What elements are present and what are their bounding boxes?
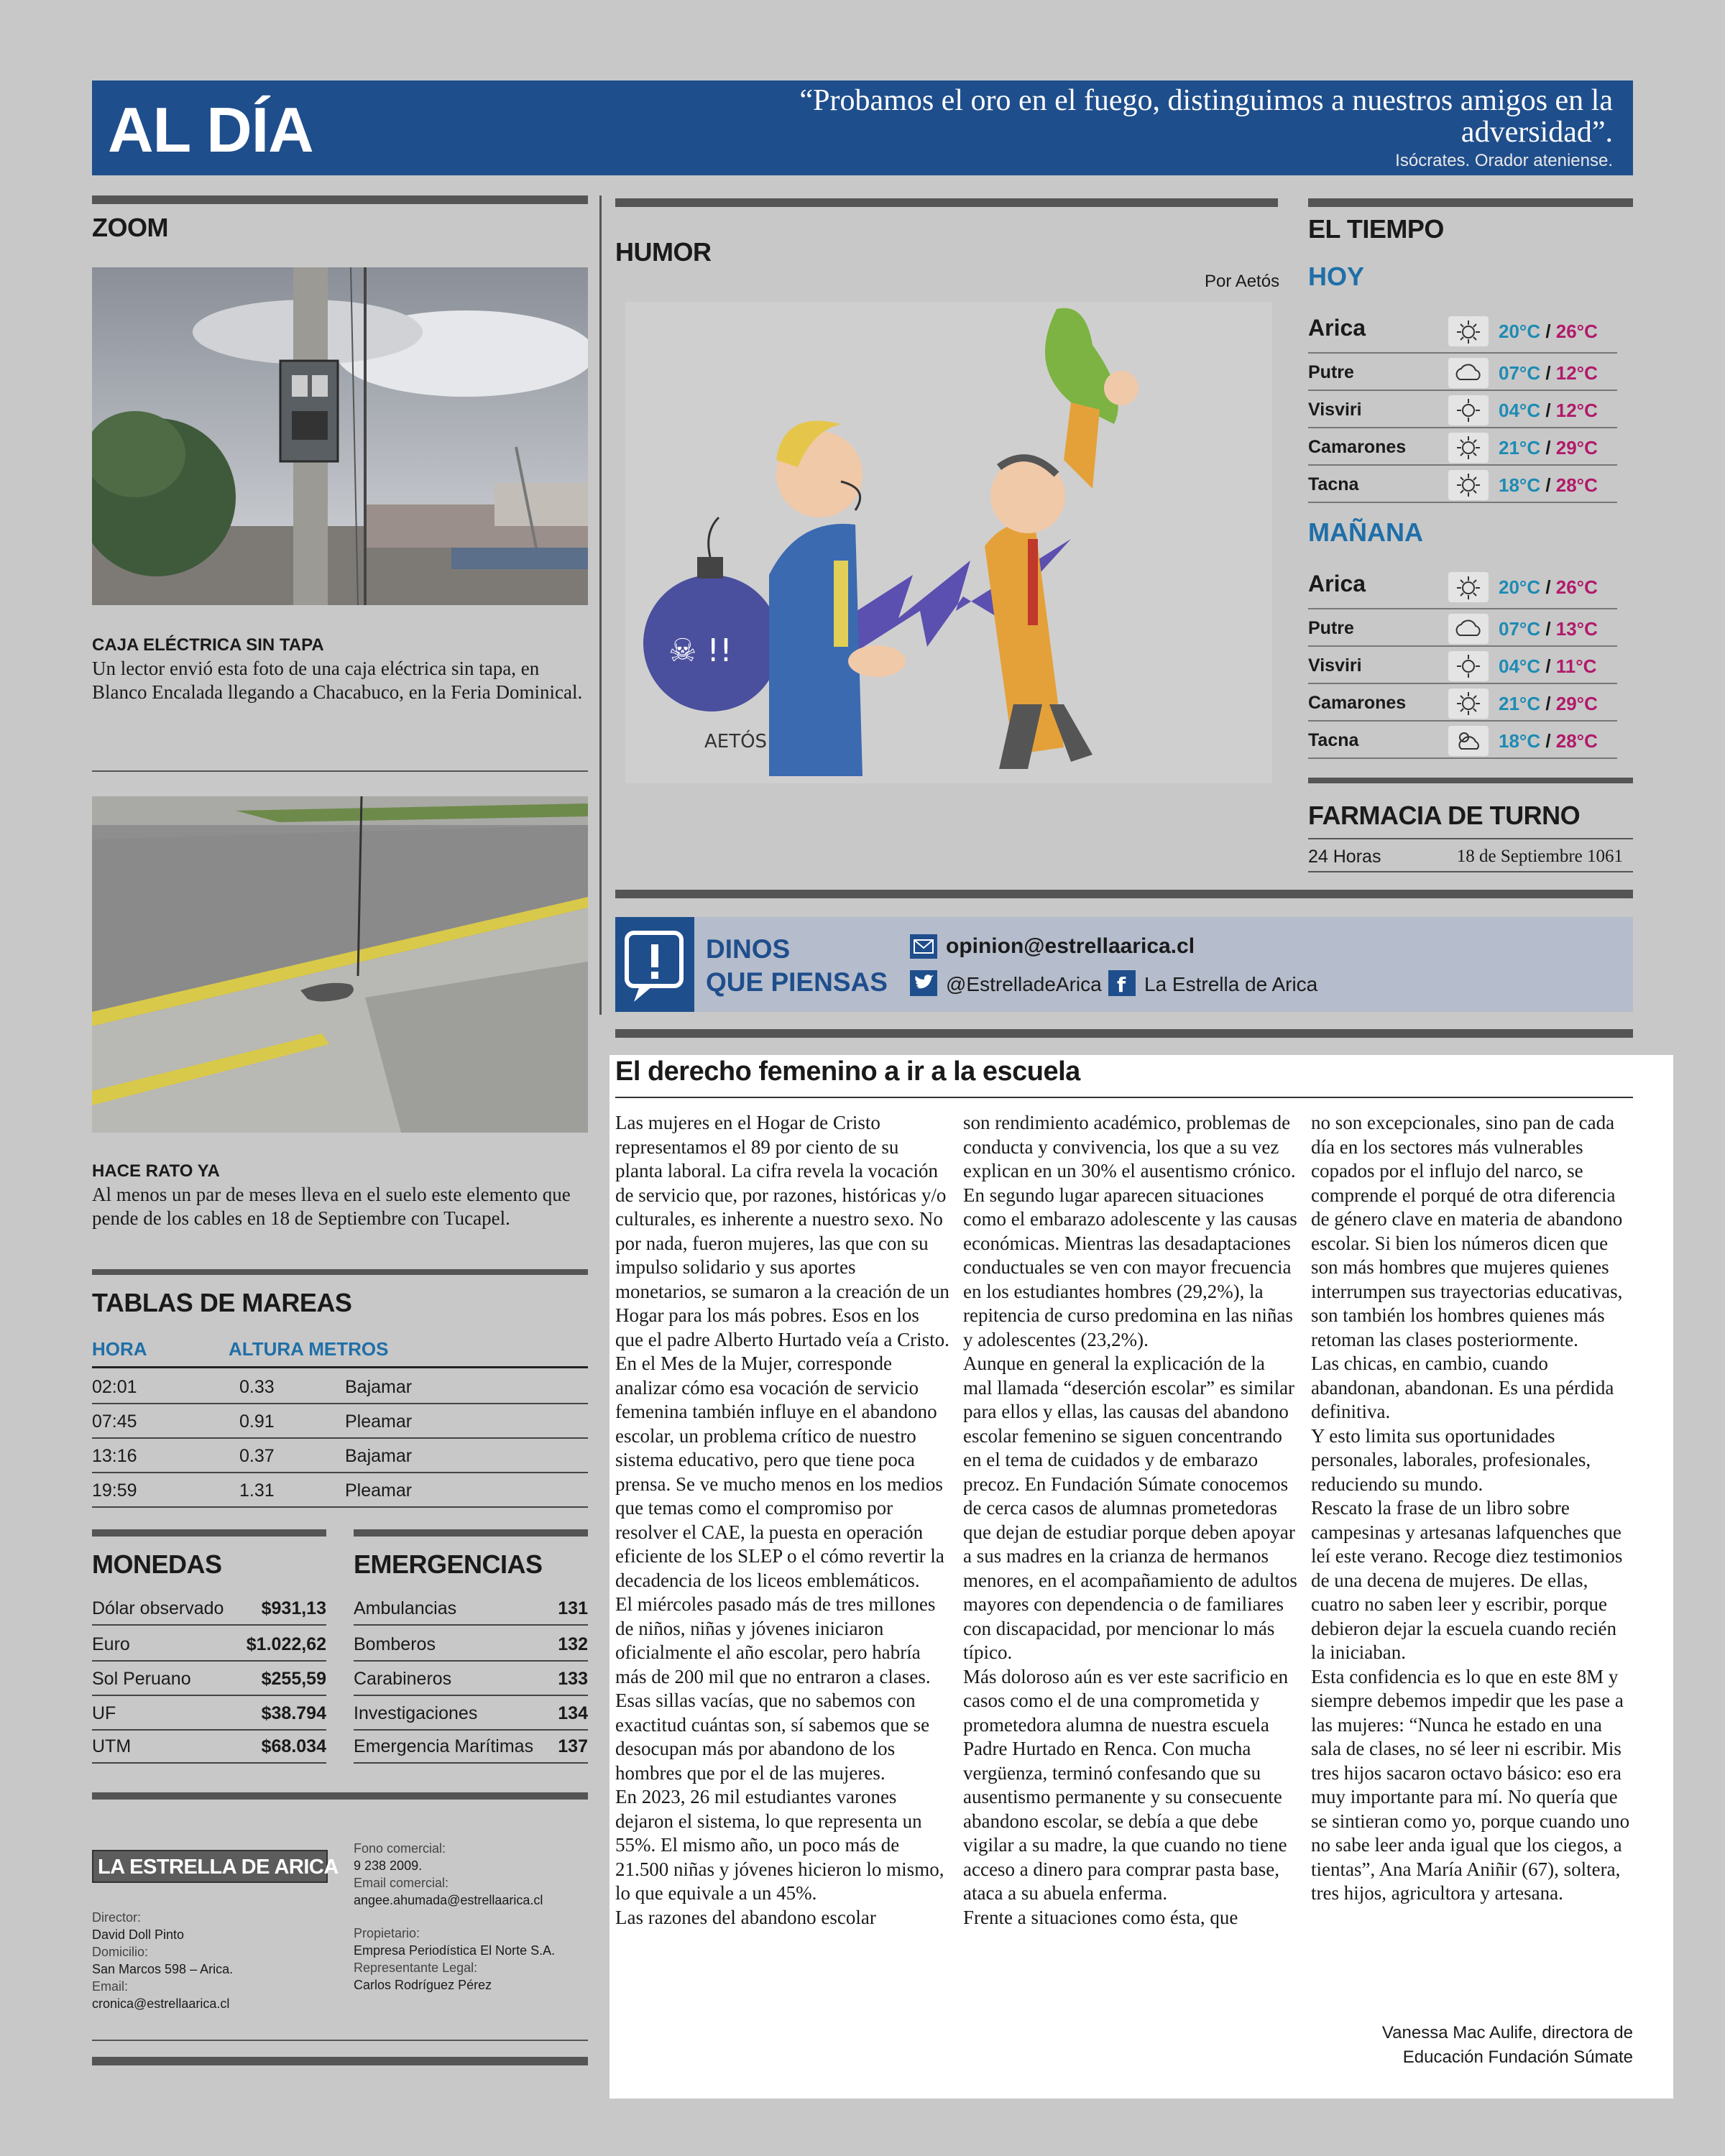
owner: Empresa Periodística El Norte S.A. bbox=[354, 1943, 556, 1958]
pharmacy-address: 18 de Septiembre 1061 bbox=[1456, 847, 1623, 866]
emergency-number: 137 bbox=[558, 1736, 588, 1756]
divider bbox=[92, 195, 588, 204]
article-paragraph: Más doloroso aún es ver este sacrificio en casos como el de una comprometida y prometedora alumna de nuestra escuela Padre Hurtado en Renca. Con mucha vergüenza, terminó confesando que su ausentismo permanente y su consecuente abandono escolar, se debía a que debe vigilar a su madre, la que cuando no tiene acceso a dinero para comprar pasta base, ataca a su abuela enferma. bbox=[963, 1665, 1289, 1904]
opinion-twitter[interactable]: @EstrelladeArica bbox=[946, 973, 1102, 995]
photo-electric-box bbox=[92, 267, 588, 605]
temp-min: 21°C bbox=[1499, 437, 1541, 459]
city-name: Putre bbox=[1308, 618, 1354, 638]
emergency-name: Ambulancias bbox=[354, 1598, 457, 1618]
cartoon-signature: AETÓS bbox=[704, 731, 768, 752]
photo1-caption-title: CAJA ELÉCTRICA SIN TAPA bbox=[92, 635, 324, 655]
sun-icon bbox=[1448, 688, 1489, 719]
legal-rep: Carlos Rodríguez Pérez bbox=[354, 1978, 492, 1992]
pharmacy-row bbox=[1308, 838, 1633, 872]
temp-min: 21°C bbox=[1499, 693, 1541, 714]
currency-value: $255,59 bbox=[261, 1669, 326, 1689]
weather-row: Camarones 21°C / 29°C bbox=[1308, 430, 1617, 466]
svg-text:f: f bbox=[1117, 973, 1126, 996]
temp-min: 20°C bbox=[1499, 321, 1541, 342]
emergency-number: 131 bbox=[558, 1598, 588, 1618]
temp-min: 07°C bbox=[1499, 618, 1541, 640]
emergency-row bbox=[354, 1627, 588, 1662]
photo-fallen-cable bbox=[92, 796, 588, 1133]
tide-height: 0.91 bbox=[239, 1411, 275, 1432]
emergency-name: Bomberos bbox=[354, 1634, 436, 1654]
currency-row bbox=[92, 1662, 326, 1696]
sun-cloud-icon bbox=[1448, 316, 1489, 346]
currency-row bbox=[92, 1729, 326, 1764]
temp-max: 28°C bbox=[1555, 730, 1598, 752]
temp-max: 12°C bbox=[1555, 400, 1598, 421]
opinion-heading bbox=[706, 933, 888, 999]
tides-header bbox=[92, 1337, 588, 1368]
tide-row bbox=[92, 1473, 588, 1508]
weather-row: Tacna 18°C / 28°C bbox=[1308, 467, 1617, 503]
opinion-email[interactable]: opinion@estrellaarica.cl bbox=[946, 934, 1195, 958]
emergency-name: Emergencia Marítimas bbox=[354, 1736, 534, 1756]
currency-name: UTM bbox=[92, 1736, 132, 1756]
sun-icon bbox=[1448, 433, 1489, 463]
cloud-sun-icon bbox=[1448, 726, 1489, 756]
tides-col-hora: HORA bbox=[92, 1338, 147, 1360]
weather-today-table bbox=[1308, 308, 1617, 494]
currency-row bbox=[92, 1696, 326, 1731]
tide-row bbox=[92, 1404, 588, 1439]
tides-col-altura: ALTURA METROS bbox=[229, 1338, 389, 1360]
city-name: Putre bbox=[1308, 362, 1354, 382]
opinion-heading-line2: QUE PIENSAS bbox=[706, 967, 888, 997]
cloud-sun-icon bbox=[1448, 614, 1489, 644]
phone-label: Fono comercial: bbox=[354, 1841, 446, 1856]
article-column-2 bbox=[963, 1111, 1297, 1930]
sun-icon bbox=[1448, 470, 1489, 500]
sun-cloud-icon bbox=[1448, 395, 1489, 425]
sun-icon bbox=[1448, 572, 1489, 602]
emergency-row bbox=[354, 1591, 588, 1626]
divider bbox=[615, 1029, 1633, 1038]
divider bbox=[1308, 198, 1633, 207]
temp-min: 20°C bbox=[1499, 576, 1541, 598]
tides-table bbox=[92, 1370, 588, 1508]
temp-min: 04°C bbox=[1499, 400, 1541, 421]
currency-name: UF bbox=[92, 1703, 116, 1723]
divider bbox=[92, 2057, 588, 2065]
header-quote: “Probamos el oro en el fuego, distinguimos a nuestros amigos en la adversidad”. bbox=[799, 84, 1613, 149]
divider bbox=[92, 1792, 588, 1800]
article-paragraph: Las chicas, en cambio, cuando abandonan, abandonan. Es una pérdida definitiva. bbox=[1311, 1353, 1614, 1422]
tide-time: 07:45 bbox=[92, 1411, 137, 1432]
city-name: Camarones bbox=[1308, 693, 1407, 713]
masthead-left bbox=[92, 1909, 336, 2012]
city-name: Camarones bbox=[1308, 437, 1407, 457]
currency-value: $1.022,62 bbox=[246, 1634, 326, 1654]
section-title: AL DÍA bbox=[108, 94, 313, 165]
divider bbox=[1308, 778, 1633, 783]
twitter-icon bbox=[910, 970, 937, 996]
column-divider bbox=[599, 195, 602, 1015]
tide-type: Bajamar bbox=[345, 1446, 413, 1466]
header-quote-author: Isócrates. Orador ateniense. bbox=[1395, 151, 1613, 170]
city-name: Visviri bbox=[1308, 655, 1362, 676]
temp-min: 18°C bbox=[1499, 474, 1541, 496]
temp-min: 18°C bbox=[1499, 730, 1541, 752]
email: cronica@estrellaarica.cl bbox=[92, 1996, 230, 2011]
tide-height: 0.37 bbox=[239, 1446, 275, 1466]
tide-row bbox=[92, 1439, 588, 1473]
weather-tomorrow-table bbox=[1308, 563, 1617, 750]
signature-line-1: Vanessa Mac Aulife, directora de bbox=[1381, 2023, 1633, 2042]
director-name: David Doll Pinto bbox=[92, 1927, 185, 1942]
pharmacy-title: FARMACIA DE TURNO bbox=[1308, 801, 1581, 830]
sun-cloud-icon bbox=[1448, 651, 1489, 681]
article-title: El derecho femenino a ir a la escuela bbox=[615, 1056, 1080, 1087]
cartoon-illustration bbox=[625, 302, 1272, 783]
weather-row: Tacna 18°C / 28°C bbox=[1308, 723, 1617, 759]
emergency-name: Carabineros bbox=[354, 1669, 452, 1689]
currencies-table bbox=[92, 1591, 326, 1764]
phone: 9 238 2009. bbox=[354, 1858, 423, 1873]
temp-max: 12°C bbox=[1555, 362, 1598, 384]
city-name: Tacna bbox=[1308, 474, 1359, 494]
weather-row: Arica 20°C / 26°C bbox=[1308, 308, 1617, 354]
opinion-banner bbox=[615, 917, 1633, 1012]
tide-type: Pleamar bbox=[345, 1411, 413, 1432]
temp-max: 26°C bbox=[1555, 576, 1598, 598]
weather-row: Visviri 04°C / 11°C bbox=[1308, 648, 1617, 684]
photo2-caption: Al menos un par de meses lleva en el suelo este elemento que pende de los cables en 18 de Septiembre con Tucapel. bbox=[92, 1184, 571, 1229]
currency-value: $931,13 bbox=[261, 1598, 326, 1618]
temp-max: 29°C bbox=[1555, 693, 1598, 714]
city-name: Tacna bbox=[1308, 730, 1359, 750]
mail-icon bbox=[910, 934, 937, 959]
tide-row bbox=[92, 1370, 588, 1404]
weather-tomorrow-label: MAÑANA bbox=[1308, 517, 1423, 547]
article-paragraph: Rescato la frase de un libro sobre campesinas y artesanas lafquenches que leí este verano. Recoge diez testimonios de una decena de mujeres. De ellas, cuatro no saben leer y escribir, porque debieron dejar la escuela cuando recién la iniciaban. bbox=[1311, 1497, 1623, 1663]
tide-time: 19:59 bbox=[92, 1480, 137, 1501]
emergency-name: Investigaciones bbox=[354, 1703, 478, 1723]
weather-today-label: HOY bbox=[1308, 262, 1365, 291]
cloud-sun-icon bbox=[1448, 358, 1489, 388]
city-name: Visviri bbox=[1308, 400, 1362, 420]
temp-min: 07°C bbox=[1499, 362, 1541, 384]
article-paragraph: son rendimiento académico, problemas de conducta y convivencia, los que a su vez explican en un 30% el ausentismo crónico. En segundo lugar aparecen situaciones como el embarazo adolescente y las causas económicas. Mientras las desadaptaciones conductuales se ven con mayor frecuencia en los estudiantes hombres (29,2%), la repitencia de curso predomina en las niñas y adolescentes (23,2%). bbox=[963, 1112, 1297, 1350]
photo1-caption: Un lector envió esta foto de una caja eléctrica sin tapa, en Blanco Encalada llegando a Chacabuco, en la Feria Dominical. bbox=[92, 658, 583, 703]
photo2-caption-title: HACE RATO YA bbox=[92, 1161, 220, 1181]
article-paragraph: Y esto limita sus oportunidades personales, laborales, profesionales, reduciendo su mundo. bbox=[1311, 1424, 1591, 1495]
emergency-number: 133 bbox=[558, 1669, 588, 1689]
section-header bbox=[92, 80, 1633, 175]
article-signature bbox=[1382, 2021, 1633, 2070]
article-paragraph: En el Mes de la Mujer, corresponde analizar cómo esa vocación de servicio femenina también influye en el abandono escolar, un problema crítico de nuestro sistema educativo, pero que tiene poca prensa. Se ve mucho menos en los medios que temas como el compromiso por resolver el CAE, la puesta en operación eficiente de los SLEP o el cómo revertir la decadencia de los liceos emblemáticos. bbox=[615, 1353, 944, 1591]
temp-max: 13°C bbox=[1555, 618, 1598, 640]
article-paragraph: En 2023, 26 mil estudiantes varones dejaron el sistema, lo que representa un 55%. El mismo año, un poco más de 21.500 niñas y jóvenes hicieron lo mismo, lo que equivale a un 45%. bbox=[615, 1786, 944, 1904]
weather-title: EL TIEMPO bbox=[1308, 214, 1444, 244]
humor-title: HUMOR bbox=[615, 237, 712, 267]
temp-max: 29°C bbox=[1555, 437, 1598, 459]
director-label: Director: bbox=[92, 1910, 142, 1925]
opinion-facebook[interactable]: La Estrella de Arica bbox=[1144, 973, 1318, 995]
divider bbox=[615, 890, 1633, 898]
tide-type: Pleamar bbox=[345, 1480, 413, 1501]
tide-height: 0.33 bbox=[239, 1377, 275, 1397]
newspaper-logo bbox=[92, 1850, 339, 1883]
article-paragraph: El miércoles pasado más de tres millones de niños, niñas y jóvenes iniciaron oficialmente el año escolar, pero habría más de 200 mil que no entraron a clases. Esas sillas vacías, que no sabemos con exactitud cuántas son, sí sabemos que se desocupan más por abandono de los hombres que por el de las mujeres. bbox=[615, 1593, 936, 1784]
article-paragraph: no son excepcionales, sino pan de cada día en los sectores más vulnerables copados por el influjo del narco, se comprende el porqué de otra diferencia de género clave en materia de abandono escolar. Si bien los números dicen que son más hombres que mujeres quienes interrumpen sus trayectorias educativas, son también los hombres quienes más retoman las clases posteriormente. bbox=[1311, 1112, 1623, 1350]
weather-row: Camarones 21°C / 29°C bbox=[1308, 686, 1617, 722]
article-paragraph: Aunque en general la explicación de la mal llamada “deserción escolar” es similar para ellos y ellas, las causas del abandono escolar femenino se siguen concentrando en el tema de cuidados y de embarazo precoz. En Fundación Súmate conocemos de cerca casos de alumnas prometedoras que dejan de estudiar porque deben apoyar a sus madres en la crianza de hermanos menores, en el acompañamiento de adultos mayores con dependencia o de familiares con discapacidad, por mencionar lo más típico. bbox=[963, 1353, 1297, 1663]
city-name: Arica bbox=[1308, 571, 1366, 596]
commercial-email: angee.ahumada@estrellaarica.cl bbox=[354, 1893, 543, 1907]
currency-name: Euro bbox=[92, 1634, 130, 1654]
currency-name: Sol Peruano bbox=[92, 1669, 191, 1689]
tides-title: TABLAS DE MAREAS bbox=[92, 1288, 352, 1317]
address: San Marcos 598 – Arica. bbox=[92, 1962, 234, 1976]
pharmacy-hours: 24 Horas bbox=[1308, 847, 1381, 867]
tide-type: Bajamar bbox=[345, 1377, 413, 1397]
currency-name: Dólar observado bbox=[92, 1598, 224, 1618]
article-paragraph: Frente a situaciones como ésta, que bbox=[963, 1906, 1238, 1928]
divider bbox=[92, 1269, 588, 1275]
article-paragraph: Las mujeres en el Hogar de Cristo representamos el 89 por ciento de su planta laboral. La cifra revela la vocación de servicio que, por razones, históricas y/o culturales, es inherente a nuestro sexo. No por nada, fueron mujeres, las que con su impulso solidario y sus aportes monetarios, se sumaron a la creación de un Hogar para los más pobres. Esos en los que el padre Alberto Hurtado veía a Cristo. bbox=[615, 1112, 949, 1350]
temp-max: 28°C bbox=[1555, 474, 1598, 496]
emergencies-title: EMERGENCIAS bbox=[354, 1549, 543, 1579]
emergencies-table bbox=[354, 1591, 588, 1764]
commercial-email-label: Email comercial: bbox=[354, 1876, 449, 1890]
tide-time: 13:16 bbox=[92, 1446, 137, 1466]
speech-bubble-icon bbox=[615, 917, 694, 1012]
svg-text:☠ !!: ☠ !! bbox=[668, 632, 732, 669]
weather-row: Visviri 04°C / 12°C bbox=[1308, 392, 1617, 428]
weather-row: Arica 20°C / 26°C bbox=[1308, 563, 1617, 609]
temp-min: 04°C bbox=[1499, 655, 1541, 677]
weather-row: Putre 07°C / 13°C bbox=[1308, 611, 1617, 647]
currency-value: $38.794 bbox=[261, 1703, 326, 1723]
divider bbox=[92, 770, 588, 772]
article-column-1 bbox=[615, 1111, 949, 1930]
temp-max: 11°C bbox=[1555, 655, 1597, 677]
weather-row: Putre 07°C / 12°C bbox=[1308, 355, 1617, 391]
owner-label: Propietario: bbox=[354, 1926, 420, 1940]
currency-row bbox=[92, 1591, 326, 1626]
facebook-icon bbox=[1108, 970, 1136, 996]
temp-max: 26°C bbox=[1555, 321, 1598, 342]
divider bbox=[615, 198, 1278, 207]
tide-height: 1.31 bbox=[239, 1480, 275, 1501]
emergency-row bbox=[354, 1696, 588, 1731]
article-paragraph: Esta confidencia es lo que en este 8M y siempre debemos impedir que les pase a las mujeres: “Nunca he estado en una sala de clases, no sé leer ni escribir. Mis tres hijos sacaron octavo básico: eso era muy importante para mí. No quería que se sintieran como yo, porque cuando uno no sabe leer anda igual que los ciegos, a tientas”, Ana María Aniñir (67), soltera, tres hijos, agricultora y artesana. bbox=[1311, 1665, 1630, 1904]
city-name: Arica bbox=[1308, 315, 1366, 341]
emergency-row bbox=[354, 1662, 588, 1696]
divider bbox=[92, 1529, 326, 1537]
tide-time: 02:01 bbox=[92, 1377, 137, 1397]
masthead-right bbox=[354, 1840, 591, 1994]
zoom-title: ZOOM bbox=[92, 213, 168, 242]
article-column-3 bbox=[1311, 1111, 1632, 1906]
opinion-heading-line1: DINOS bbox=[706, 934, 791, 964]
signature-line-2: Educación Fundación Súmate bbox=[1402, 2047, 1633, 2067]
logo-text: LA ESTRELLA DE ARICA bbox=[98, 1856, 339, 1879]
divider bbox=[615, 1097, 1633, 1098]
address-label: Domicilio: bbox=[92, 1945, 149, 1959]
humor-author: Por Aetós bbox=[1205, 272, 1280, 291]
article-paragraph: Las razones del abandono escolar bbox=[615, 1906, 876, 1928]
emergency-row bbox=[354, 1729, 588, 1764]
emergency-number: 132 bbox=[558, 1634, 588, 1654]
email-label: Email: bbox=[92, 1979, 129, 1994]
divider bbox=[354, 1529, 588, 1537]
currencies-title: MONEDAS bbox=[92, 1549, 222, 1579]
divider bbox=[92, 2040, 588, 2041]
currency-value: $68.034 bbox=[261, 1736, 326, 1756]
currency-row bbox=[92, 1627, 326, 1662]
legal-label: Representante Legal: bbox=[354, 1961, 478, 1975]
emergency-number: 134 bbox=[558, 1703, 588, 1723]
